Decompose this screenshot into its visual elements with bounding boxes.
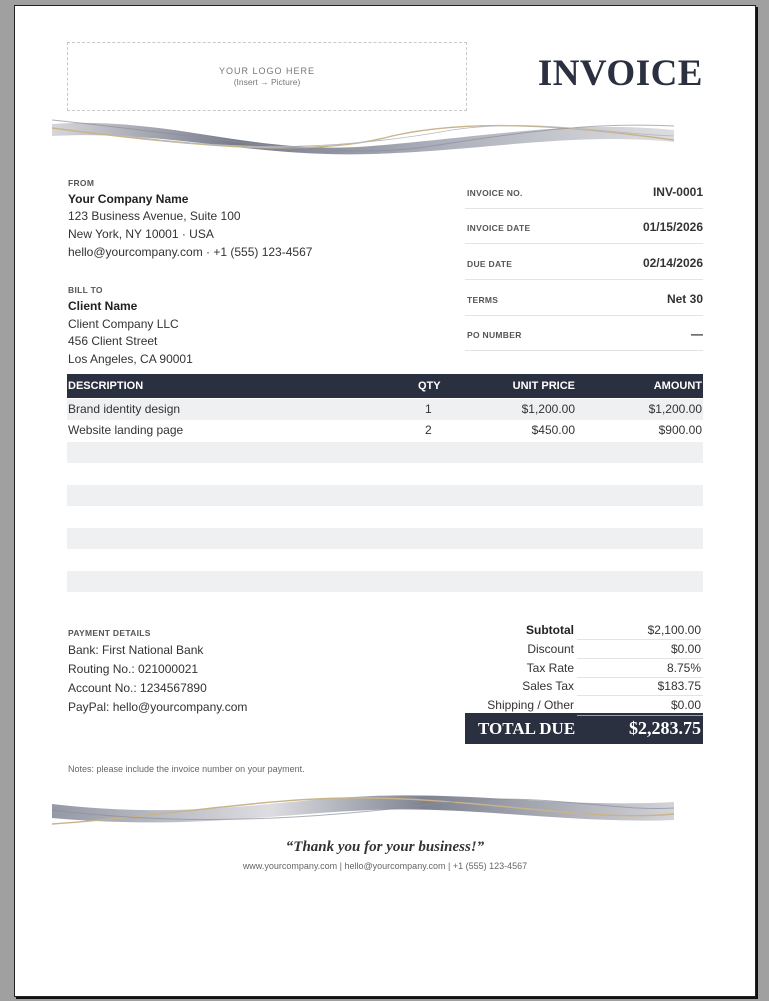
totals-label: Shipping / Other	[487, 698, 574, 712]
table-row-empty	[67, 485, 703, 506]
totals-label: Sales Tax	[522, 679, 574, 693]
item-description: Brand identity design	[68, 402, 181, 416]
table-row-empty	[67, 506, 703, 527]
meta-label: DUE DATE	[467, 259, 513, 269]
item-unit-price: $1,200.00	[521, 402, 575, 416]
footer-contact: www.yourcompany.com | hello@yourcompany.com | +1 (555) 123-4567	[242, 861, 528, 871]
from-contact: hello@yourcompany.com · +1 (555) 123-4567	[68, 245, 313, 259]
table-row-empty	[67, 528, 703, 549]
meta-label: INVOICE DATE	[467, 223, 531, 233]
item-qty: 1	[425, 402, 432, 416]
notes-text: Notes: please include the invoice number on your payment.	[68, 764, 305, 774]
totals-label: Discount	[527, 642, 574, 656]
thank-you-message: “Thank you for your business!”	[285, 839, 485, 855]
meta-row-invoice-date	[465, 208, 703, 244]
totals-row-tax-rate	[465, 659, 703, 678]
totals-row-sales-tax	[465, 677, 703, 696]
bill-to-label: BILL TO	[68, 285, 103, 295]
invoice-page	[14, 5, 756, 997]
meta-row-due-date	[465, 244, 703, 280]
client-address-line2: Los Angeles, CA 90001	[68, 352, 193, 366]
logo-placeholder[interactable]	[67, 42, 467, 111]
invoice-title: INVOICE	[537, 53, 703, 94]
totals-label: Subtotal	[526, 623, 574, 637]
table-row-empty	[67, 549, 703, 570]
meta-value: 01/15/2026	[642, 220, 703, 234]
logo-placeholder-hint: (Insert → Picture)	[233, 77, 301, 87]
meta-value: 02/14/2026	[642, 256, 703, 270]
totals-row-subtotal	[465, 621, 703, 640]
table-row	[67, 420, 703, 441]
table-row-empty	[67, 442, 703, 463]
from-company-name: Your Company Name	[68, 192, 189, 206]
meta-row-po-number	[465, 315, 703, 351]
meta-row-invoice-no	[465, 173, 703, 209]
total-due-label: TOTAL DUE	[478, 719, 576, 738]
items-table-header	[67, 374, 703, 398]
from-address-line2: New York, NY 10001 · USA	[68, 227, 214, 241]
client-company: Client Company LLC	[68, 317, 179, 331]
item-qty: 2	[425, 423, 432, 437]
total-due-box	[465, 713, 703, 744]
totals-value: $0.00	[670, 698, 701, 712]
logo-placeholder-text: YOUR LOGO HERE	[218, 66, 315, 76]
table-row-empty	[67, 463, 703, 484]
totals-label: Tax Rate	[526, 661, 574, 675]
col-amount-header: AMOUNT	[653, 380, 702, 392]
client-name: Client Name	[68, 299, 138, 313]
from-label: FROM	[68, 178, 95, 188]
client-address-line1: 456 Client Street	[68, 334, 158, 348]
item-amount: $1,200.00	[648, 402, 702, 416]
item-amount: $900.00	[658, 423, 702, 437]
payment-paypal: PayPal: hello@yourcompany.com	[68, 700, 248, 714]
meta-value: —	[691, 327, 703, 341]
payment-account: Account No.: 1234567890	[68, 681, 207, 695]
meta-row-terms	[465, 280, 703, 316]
meta-label: INVOICE NO.	[467, 188, 523, 198]
table-row	[67, 399, 703, 420]
from-address-line1: 123 Business Avenue, Suite 100	[68, 209, 241, 223]
totals-value: $183.75	[657, 679, 701, 693]
totals-row-discount	[465, 640, 703, 659]
payment-bank: Bank: First National Bank	[68, 643, 204, 657]
item-description: Website landing page	[68, 423, 184, 437]
col-description-header: DESCRIPTION	[68, 380, 144, 392]
meta-label: PO NUMBER	[467, 330, 522, 340]
footer-wave-decoration	[52, 790, 674, 834]
payment-routing: Routing No.: 021000021	[68, 662, 199, 676]
meta-value: INV-0001	[652, 185, 703, 199]
totals-value: $2,100.00	[647, 623, 701, 637]
item-unit-price: $450.00	[531, 423, 575, 437]
table-row-empty	[67, 571, 703, 592]
meta-value: Net 30	[666, 292, 703, 306]
totals-value: 8.75%	[666, 661, 701, 675]
col-qty-header: QTY	[418, 380, 441, 392]
meta-label: TERMS	[467, 295, 499, 305]
totals-value: $0.00	[670, 642, 701, 656]
header-wave-decoration	[52, 116, 674, 160]
col-unit-price-header: UNIT PRICE	[512, 380, 575, 392]
payment-details-label: PAYMENT DETAILS	[68, 628, 151, 638]
total-due-value: $2,283.75	[629, 718, 701, 738]
